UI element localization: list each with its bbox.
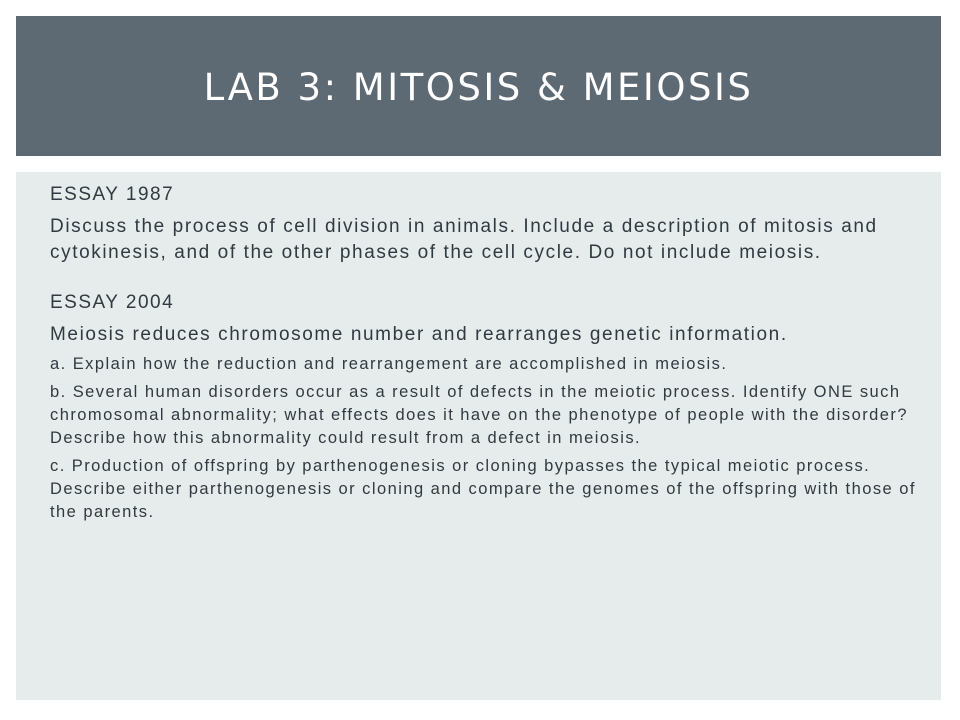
- slide-title: LAB 3: MITOSIS & MEIOSIS: [203, 65, 754, 109]
- essay-1987-heading: ESSAY 1987: [50, 184, 175, 205]
- title-banner: [16, 16, 941, 156]
- essay-2004-prompt: Meiosis reduces chromosome number and rearranges genetic information.: [50, 324, 788, 345]
- content-body: [50, 182, 920, 524]
- essay-2004-heading: ESSAY 2004: [50, 292, 175, 313]
- essay-2004-part-c: c. Production of offspring by parthenogenesis or cloning bypasses the typical meiotic process. Describe either parthenogenesis or cloning and compare the genomes of the offspring with those of the parents.: [50, 457, 916, 521]
- section-spacer: [50, 266, 920, 290]
- content-panel: [16, 172, 941, 700]
- essay-2004-part-b: b. Several human disorders occur as a result of defects in the meiotic process. Identify ONE such chromosomal abnormality; what effects does it have on the phenotype of people with the disorder? Describe how this abnormality could result from a defect in meiosis.: [50, 383, 908, 447]
- essay-1987-prompt: Discuss the process of cell division in animals. Include a description of mitosis and cytokinesis, and of the other phases of the cell cycle. Do not include meiosis.: [50, 216, 878, 263]
- essay-2004-part-a: a. Explain how the reduction and rearrangement are accomplished in meiosis.: [50, 355, 728, 373]
